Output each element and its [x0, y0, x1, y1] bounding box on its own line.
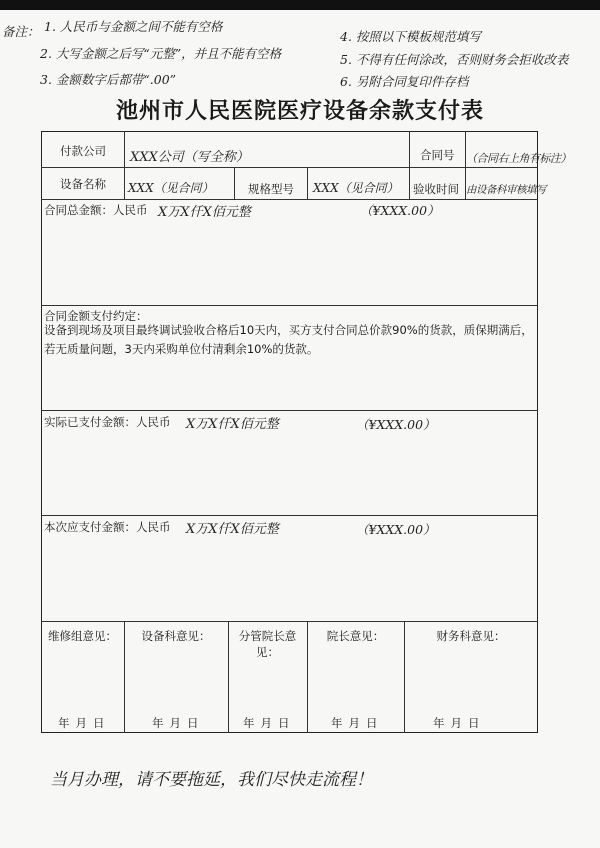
note-5: 5. 不得有任何涂改，否则财务会拒收改表 — [340, 52, 569, 67]
contract-no-label: 合同号 — [420, 148, 455, 162]
president-date[interactable]: 年月日 — [331, 716, 384, 730]
row-divider — [41, 621, 538, 622]
footer-handwritten-note: 当月办理，请不要拖延，我们尽快走流程！ — [50, 770, 373, 790]
model-label: 规格型号 — [248, 182, 294, 196]
finance-opinion-label: 财务科意见： — [436, 629, 506, 643]
note-3: 3. 金额数字后都带“.00” — [40, 72, 177, 87]
row-divider — [41, 167, 538, 168]
col-divider — [409, 131, 410, 199]
note-2: 2. 大写金额之后写“元整”，并且不能有空格 — [40, 46, 282, 61]
maintenance-opinion-label: 维修组意见： — [48, 629, 117, 643]
due-words[interactable]: X万X仟X佰元整 — [186, 522, 279, 537]
col-divider — [234, 167, 235, 199]
due-figure[interactable]: （¥XXX.00） — [356, 522, 436, 537]
row-divider — [41, 199, 538, 200]
finance-date[interactable]: 年月日 — [433, 716, 486, 730]
vice-president-opinion-label: 分管院长意见： — [238, 629, 297, 659]
payee-company-label: 付款公司 — [60, 144, 106, 158]
col-divider — [124, 131, 125, 199]
note-6: 6. 另附合同复印件存档 — [340, 74, 469, 89]
contract-total-words[interactable]: X万X仟X佰元整 — [158, 205, 251, 220]
notes-prefix: 备注： — [2, 24, 40, 39]
acceptance-time-value[interactable]: 由设备科审核填写 — [466, 184, 546, 196]
paid-figure[interactable]: （¥XXX.00） — [356, 417, 436, 432]
equipment-dept-opinion-label: 设备科意见： — [141, 629, 211, 643]
contract-total-figure[interactable]: （¥XXX.00） — [360, 203, 440, 218]
equipment-name-value[interactable]: XXX（见合同） — [128, 181, 214, 195]
equipment-name-label: 设备名称 — [60, 177, 106, 191]
scan-top-edge — [0, 0, 600, 10]
paid-label: 实际已支付金额：人民币 — [44, 415, 171, 429]
row-divider — [41, 305, 538, 306]
col-divider — [307, 167, 308, 199]
note-1: 1. 人民币与金额之间不能有空格 — [44, 19, 223, 34]
due-label: 本次应支付金额：人民币 — [44, 520, 171, 534]
maintenance-date[interactable]: 年月日 — [58, 716, 111, 730]
payment-terms-label: 合同金额支付约定： — [44, 309, 148, 323]
contract-total-label: 合同总金额：人民币 — [44, 203, 148, 217]
payee-company-value[interactable]: XXX公司（写全称） — [130, 150, 249, 165]
contract-no-value[interactable]: （合同右上角有标注） — [466, 152, 571, 165]
vice-president-date[interactable]: 年月日 — [243, 716, 296, 730]
equipment-dept-date[interactable]: 年月日 — [152, 716, 205, 730]
row-divider — [41, 410, 538, 411]
note-4: 4. 按照以下模板规范填写 — [340, 29, 481, 44]
acceptance-time-label: 验收时间 — [413, 182, 459, 196]
form-title: 池州市人民医院医疗设备余款支付表 — [115, 99, 484, 124]
paid-words[interactable]: X万X仟X佰元整 — [186, 417, 279, 432]
model-value[interactable]: XXX（见合同） — [313, 181, 399, 195]
payment-terms-text: 设备到现场及项目最终调试验收合格后10天内，买方支付合同总价款90%的货款，质保期满后，若无质量问题，3天内采购单位付清剩余10%的货款。 — [44, 323, 533, 356]
president-opinion-label: 院长意见： — [326, 629, 385, 643]
row-divider — [41, 515, 538, 516]
